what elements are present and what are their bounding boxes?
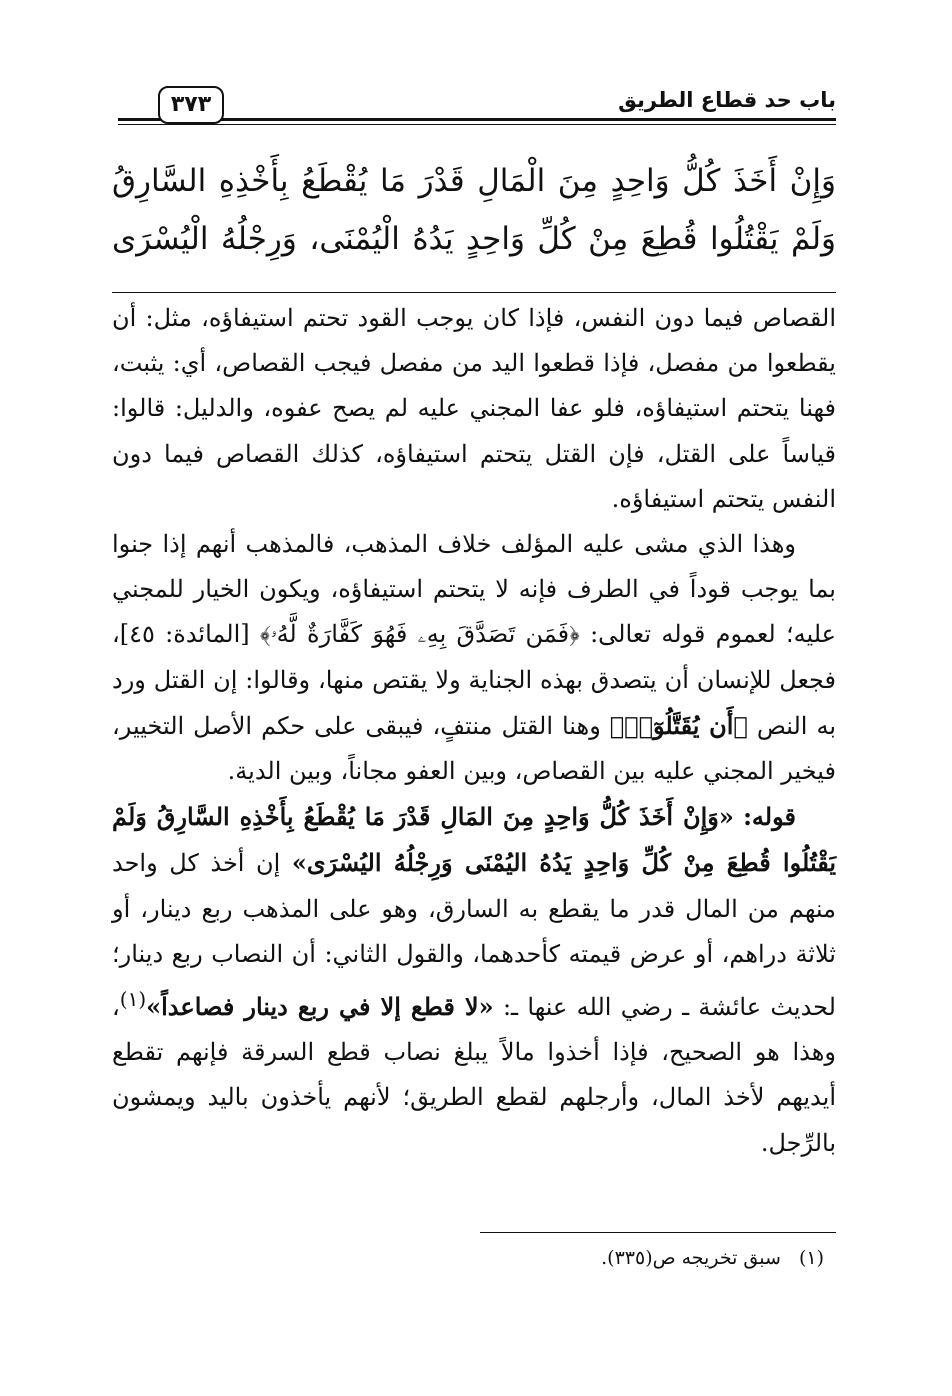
header-rule [118,118,836,121]
matn-line: وَإِنْ أَخَذَ كُلُّ وَاحِدٍ مِنَ الْمَالِ قَدْرَ مَا يُقْطَعُ بِأَخْذِهِ السَّارِقُ [112,163,836,199]
footnote-ref[interactable]: (١) [119,987,147,1012]
paragraph-text: [المائدة: ٤٥]، فجعل للإنسان أن يتصدق بهذه الجناية ولا يقتص منها، وقالوا: إن القتل ورد به النص [112,620,836,740]
qawluhu-label: قوله: [743,802,796,832]
paragraph [112,522,836,794]
quran-quote: ﴿فَمَن تَصَدَّقَ بِهِۦ فَهُوَ كَفَّارَةٌ لَّهُۥ﴾ [259,620,580,649]
chapter-title: باب حد قطاع الطريق [618,88,836,112]
paragraph-text: إن أخذ كل واحد منهم من المال قدر ما يقطع به السارق، وهو على المذهب ربع دينار، أو ثلاثة دراهم، أو عرض قيمته كأحدهما، والقول الثاني: أن النصاب ربع دينار؛ لحديث عائشة ـ رضي الله عنها ـ: [112,849,836,1022]
running-header [118,86,836,130]
footnote-text: سبق تخريجه ص(٣٣٥). [601,1247,781,1269]
paragraph-text: القصاص فيما دون النفس، فإذا كان يوجب القود تحتم استيفاؤه، مثل: أن يقطعوا من مفصل، فإذا قطعوا اليد من مفصل فيجب القصاص، أي: يثبت، فهنا يتحتم استيفاؤه، فلو عفا المجني عليه لم يصح عفوه، والدليل: قالوا: قياساً على القتل، فإن القتل يتحتم استيفاؤه، كذلك القصاص فيما دون النفس يتحتم استيفاؤه. [112,304,837,513]
footnote-number: (١) [798,1247,824,1269]
paragraph-text: وهذا الذي مشى عليه المؤلف خلاف المذهب، فالمذهب أنهم إذا جنوا بما يوجب قوداً في الطرف فإنه لا يتحتم استيفاؤه، ويكون الخيار للمجني عليه؛ لعموم قوله تعالى: [112,530,836,649]
paragraph [112,296,836,522]
matn-separator [112,292,836,293]
page-number: ٣٧٣ [158,86,224,124]
paragraph [112,794,836,1166]
matn-line: وَلَمْ يَقْتُلُوا قُطِعَ مِنْ كُلِّ وَاحِدٍ يَدُهُ الْيُمْنَى، وَرِجْلُهُ الْيُسْرَى [112,221,836,257]
paragraph-text: وهنا القتل منتفٍ، فيبقى على حكم الأصل التخيير، فيخير المجني عليه بين القصاص، وبين العفو مجاناً، وبين الدية. [112,711,836,786]
hadith-quote: «لا قطع إلا في ربع دينار فصاعداً» [146,992,494,1022]
matn-text [112,152,836,268]
matn-quote: «وَإِنْ أَخَذَ كُلُّ وَاحِدٍ مِنَ المَالِ قَدْرَ مَا يُقْطَعُ بِأَخْذِهِ السَّارِقُ وَلَمْ يَقْتُلُوا قُطِعَ مِنْ كُلِّ وَاحِدٍ يَدُهُ اليُمْنَى وَرِجْلُهُ اليُسْرَى» [112,802,837,878]
paragraph-text: ، وهذا هو الصحيح، فإذا أخذوا مالاً يبلغ نصاب قطع السرقة فإنهم تقطع أيديهم لأخذ المال، وأرجلهم لقطع الطريق؛ لأنهم يأخذون باليد ويمشون بالرِّجل. [112,993,836,1157]
quran-quote: ﴿أَن يُقَتَّلُوٓا۟﴾ [609,710,748,740]
header-rule-thin [118,124,836,125]
footnote-separator [480,1232,836,1233]
footnote [300,1244,824,1272]
commentary [112,296,836,1166]
